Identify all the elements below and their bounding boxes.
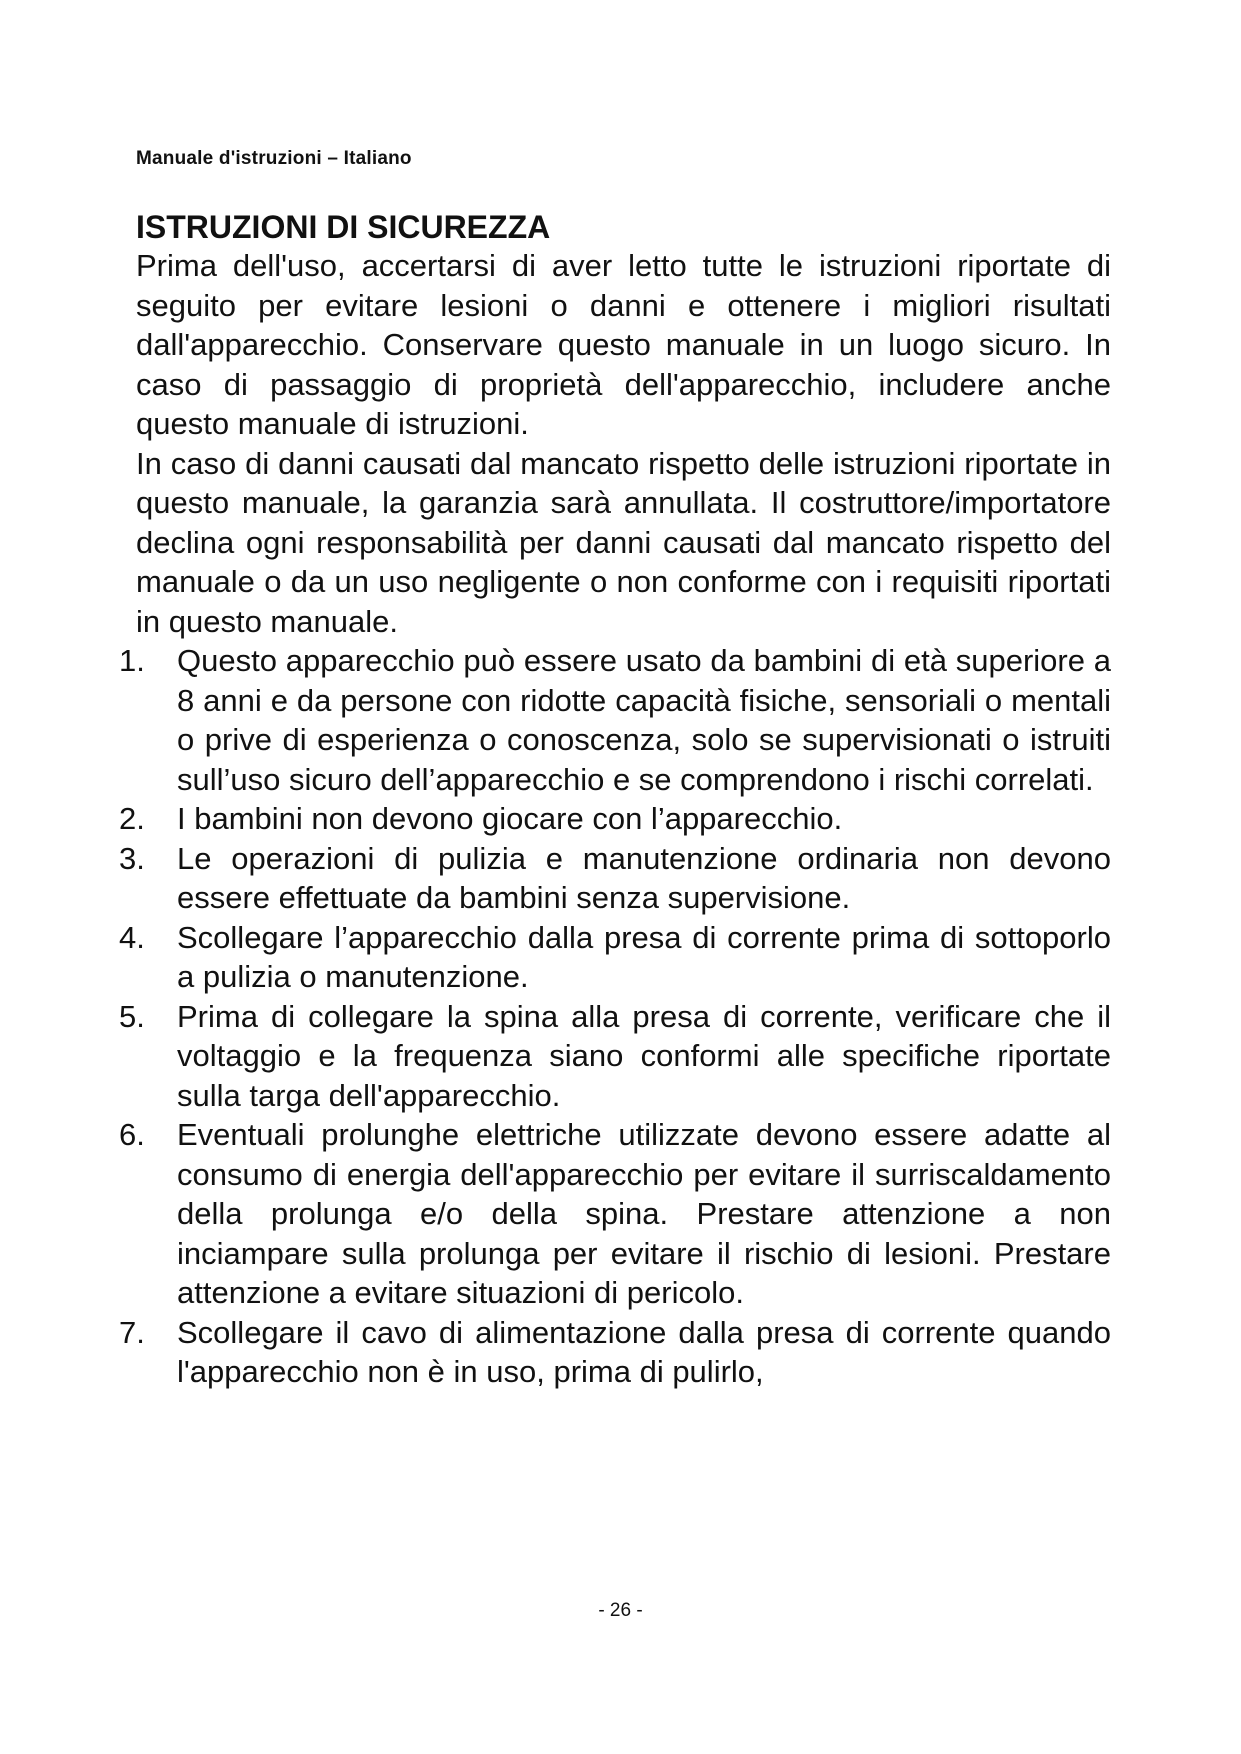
list-item-text: Questo apparecchio può essere usato da bambini di età superiore a 8 anni e da persone con ridotte capacità fisiche, sensoriali o mentali o prive di esperienza o conoscenza, solo se supervisionati o istruiti sull’uso sicuro dell’apparecchio e se comprendono i rischi correlati. <box>177 643 1111 797</box>
list-item <box>119 997 1111 1116</box>
list-item-text: Scollegare il cavo di alimentazione dalla presa di corrente quando l'apparecchio non è in uso, prima di pulirlo, <box>177 1314 1111 1389</box>
list-item-number: 5. <box>119 998 145 1034</box>
list-item <box>119 641 1111 799</box>
intro-paragraph: Prima dell'uso, accertarsi di aver letto tutte le istruzioni riportate di seguito per evitare lesioni o danni e ottenere i migliori risultati dall'apparecchio. Conservare questo manuale in un luogo sicuro. In caso di passaggio di proprietà dell'apparecchio, includere anche questo manuale di istruzioni. <box>136 248 1111 441</box>
safety-section <box>119 208 1111 1392</box>
list-item-number: 2. <box>119 801 145 836</box>
list-item-number: 1. <box>119 643 145 678</box>
warranty-paragraph: In caso di danni causati dal mancato rispetto delle istruzioni riportate in questo manuale, la garanzia sarà annullata. Il costruttore/importatore declina ogni responsabilità per danni causati dal mancato rispetto del manuale o da un uso negligente o non conforme con i requisiti riportati in questo manuale. <box>136 445 1111 639</box>
list-item-text: Scollegare l’apparecchio dalla presa di corrente prima di sottoporlo a pulizia o manutenzione. <box>177 919 1111 994</box>
list-item <box>119 1115 1111 1313</box>
list-item-number: 4. <box>119 919 145 955</box>
safety-instructions-list <box>119 641 1111 1392</box>
list-item-text: Eventuali prolunghe elettriche utilizzate devono essere adatte al consumo di energia dell'apparecchio per evitare il surriscaldamento della prolunga e/o della spina. Prestare attenzione a non inciampare sulla prolunga per evitare il rischio di lesioni. Prestare attenzione a evitare situazioni di pericolo. <box>177 1117 1111 1310</box>
list-item-number: 6. <box>119 1117 145 1152</box>
page-number: - 26 - <box>598 1600 643 1621</box>
list-item-text: Prima di collegare la spina alla presa di corrente, verificare che il voltaggio e la frequenza siano conformi alle specifiche riportate sulla targa dell'apparecchio. <box>177 998 1111 1113</box>
list-item <box>119 1313 1111 1392</box>
section-title: ISTRUZIONI DI SICUREZZA <box>136 209 551 245</box>
list-item-number: 3. <box>119 840 145 876</box>
list-item <box>119 799 1111 839</box>
list-item <box>119 839 1111 918</box>
list-item <box>119 918 1111 997</box>
document-header: Manuale d'istruzioni – Italiano <box>136 148 412 169</box>
list-item-number: 7. <box>119 1314 145 1350</box>
list-item-text: I bambini non devono giocare con l’apparecchio. <box>177 801 843 836</box>
list-item-text: Le operazioni di pulizia e manutenzione ordinaria non devono essere effettuate da bambini senza supervisione. <box>177 840 1111 915</box>
